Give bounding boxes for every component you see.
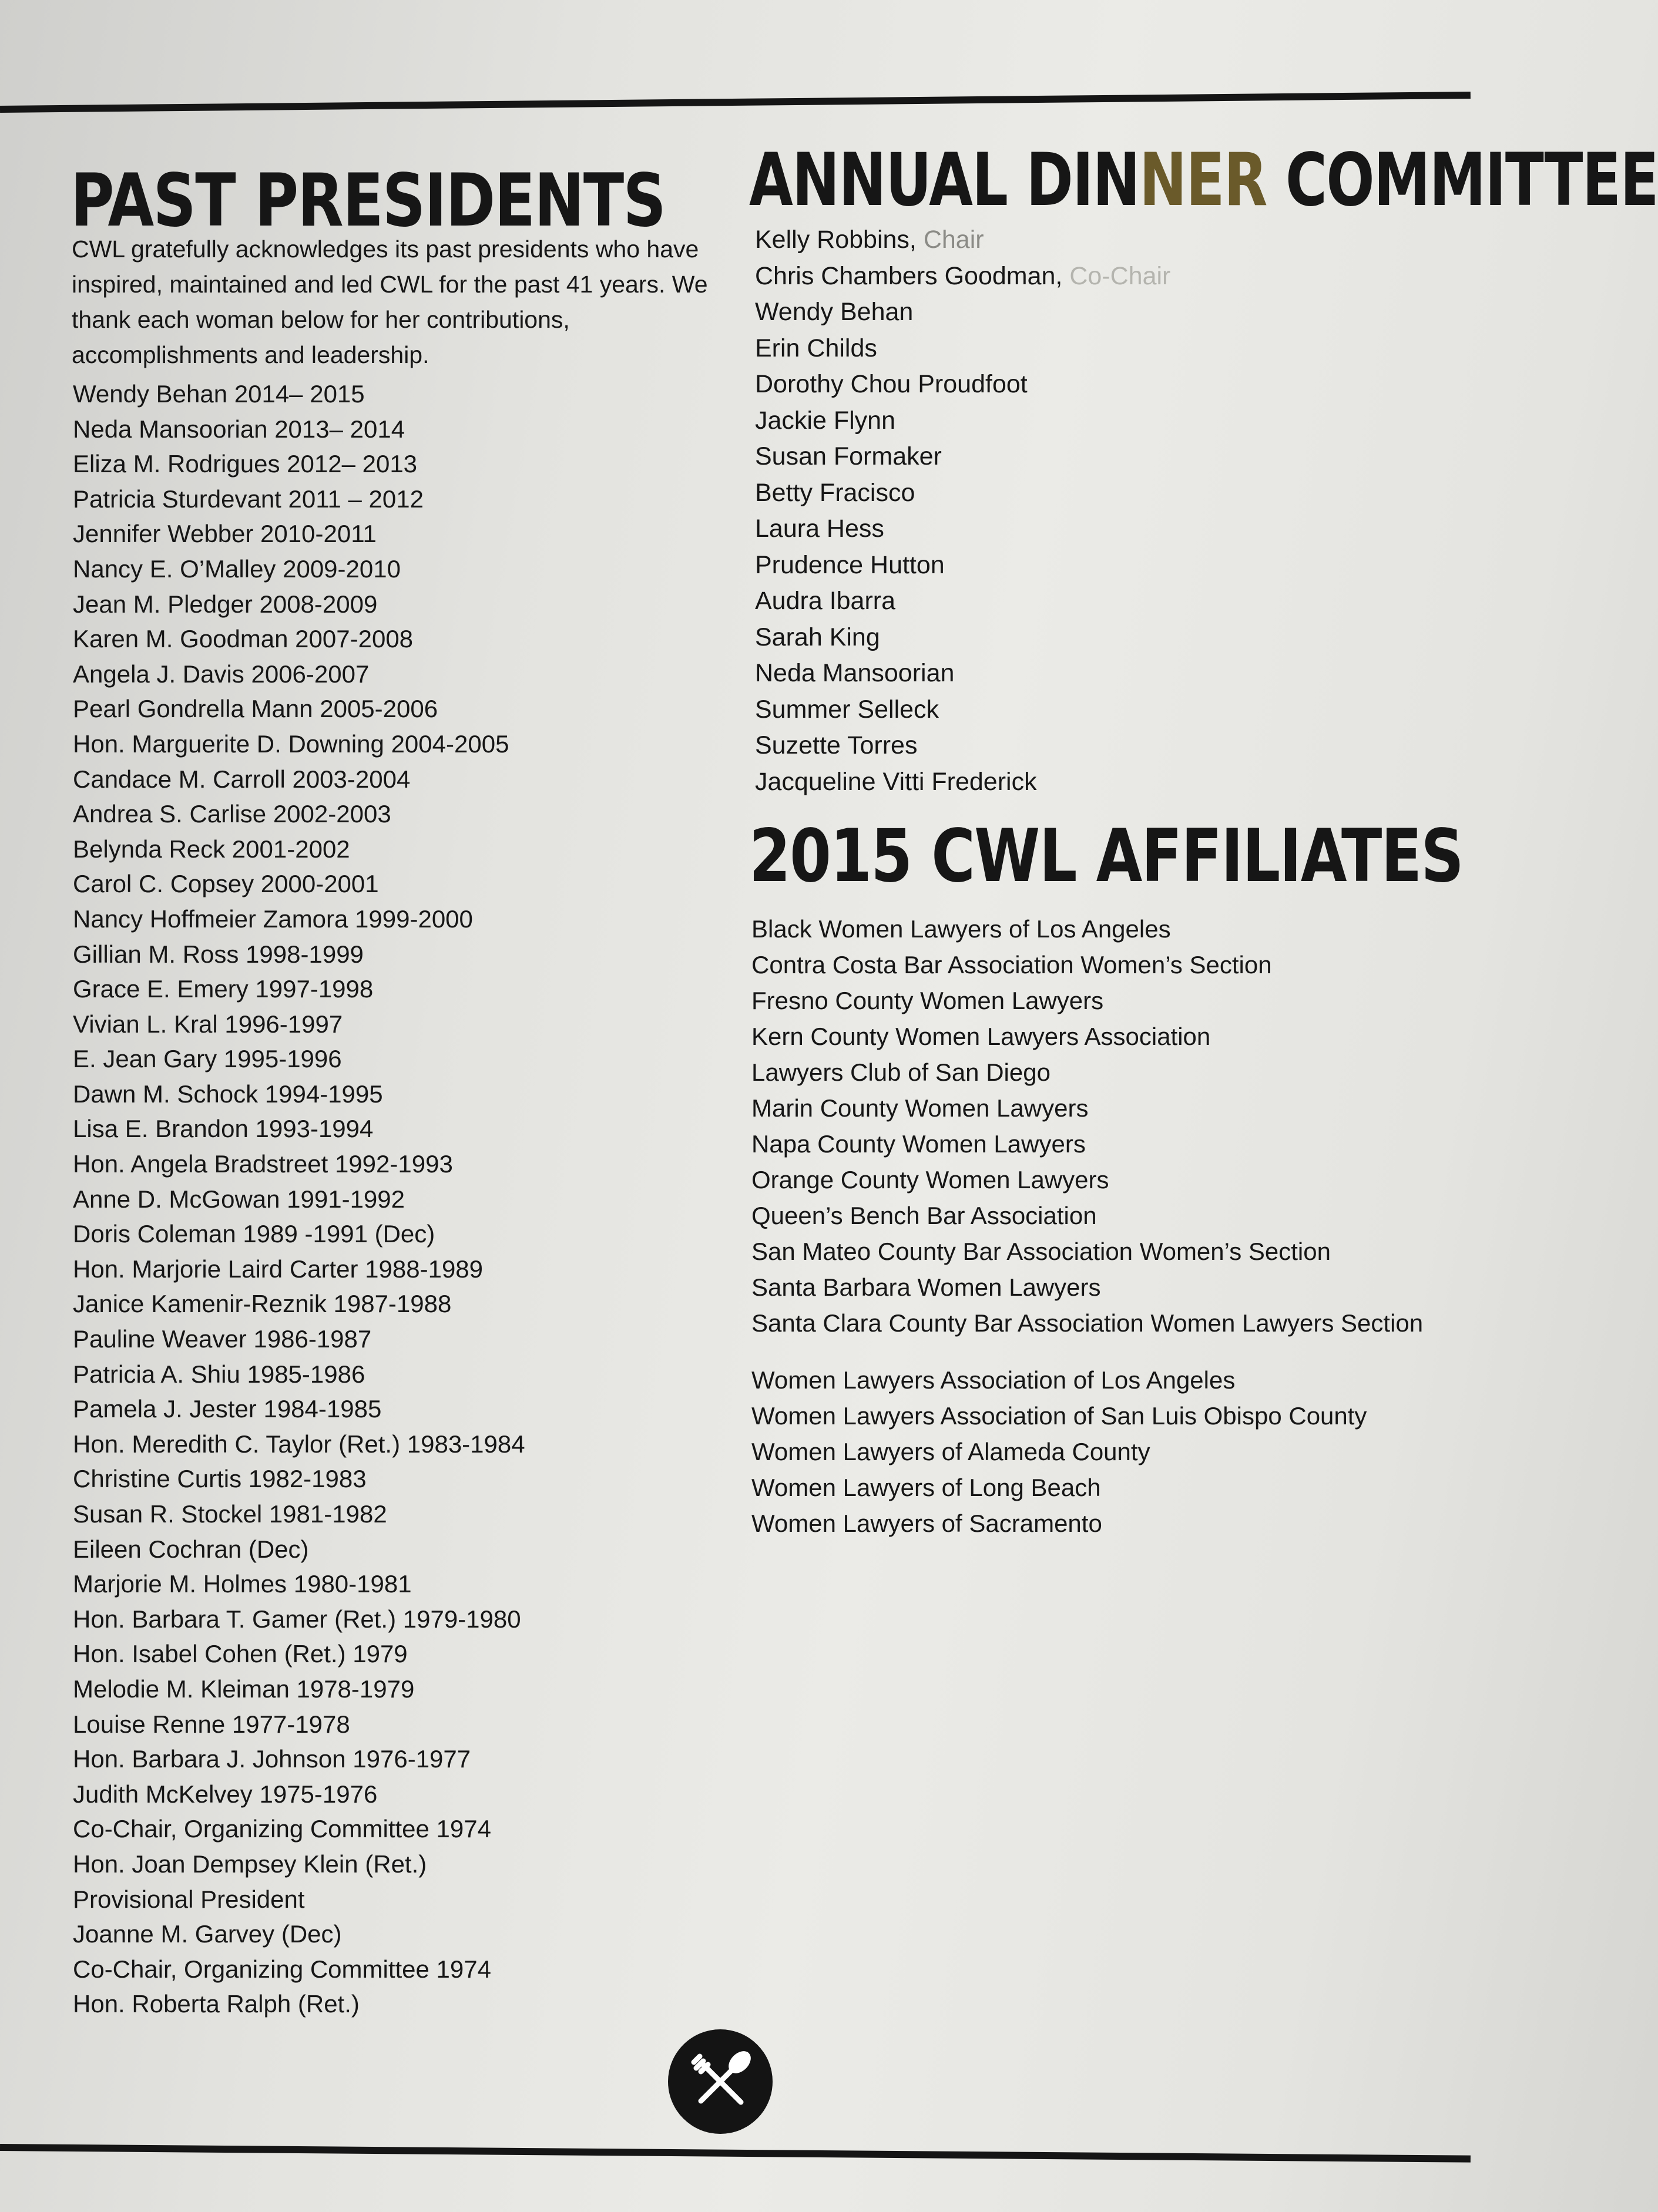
list-item: Women Lawyers Association of San Luis Obispo County <box>751 1402 1367 1430</box>
member-name: Jacqueline Vitti Frederick <box>755 767 1037 796</box>
list-item: Co-Chair, Organizing Committee 1974 <box>73 1815 491 1843</box>
affiliates-list <box>751 911 1427 1541</box>
list-item: Contra Costa Bar Association Women’s Section <box>751 951 1272 979</box>
list-item: Marin County Women Lawyers <box>751 1094 1089 1122</box>
list-item: Susan R. Stockel 1981-1982 <box>73 1500 387 1528</box>
member-name: Chris Chambers Goodman, <box>755 261 1063 290</box>
dinner-committee-list <box>755 222 1170 800</box>
list-item: Lawyers Club of San Diego <box>751 1058 1050 1086</box>
list-item: Louise Renne 1977-1978 <box>73 1710 350 1738</box>
list-item: Pearl Gondrella Mann 2005-2006 <box>73 695 438 723</box>
list-item: Napa County Women Lawyers <box>751 1130 1086 1158</box>
past-presidents-intro: CWL gratefully acknowledges its past presidents who have inspired, maintained and led CWL for the past 41 years. We thank each woman below for her contributions, accomplishments and leadership. <box>72 236 708 368</box>
list-item: Black Women Lawyers of Los Angeles <box>751 915 1171 943</box>
list-item <box>755 367 1170 403</box>
list-item: Grace E. Emery 1997-1998 <box>73 975 374 1003</box>
list-item: Nancy Hoffmeier Zamora 1999-2000 <box>73 905 473 933</box>
member-name: Summer Selleck <box>755 695 939 724</box>
list-item <box>755 692 1170 728</box>
list-item: Andrea S. Carlise 2002-2003 <box>73 800 391 828</box>
list-item <box>755 439 1170 475</box>
list-item <box>755 728 1170 764</box>
list-item <box>755 655 1170 692</box>
member-name: Wendy Behan <box>755 298 914 326</box>
list-item: Neda Mansoorian 2013– 2014 <box>73 415 405 443</box>
list-item: Hon. Marjorie Laird Carter 1988-1989 <box>73 1255 484 1283</box>
list-item <box>755 583 1170 620</box>
list-item: Hon. Marguerite D. Downing 2004-2005 <box>73 730 509 758</box>
member-name: Erin Childs <box>755 334 877 362</box>
list-item: Christine Curtis 1982-1983 <box>73 1465 367 1493</box>
list-item: Janice Kamenir-Reznik 1987-1988 <box>73 1290 452 1318</box>
list-item: Melodie M. Kleiman 1978-1979 <box>73 1675 415 1703</box>
list-item: Belynda Reck 2001-2002 <box>73 835 350 863</box>
list-item: Angela J. Davis 2006-2007 <box>73 660 370 688</box>
list-item: Hon. Barbara J. Johnson 1976-1977 <box>73 1745 471 1773</box>
list-item: Doris Coleman 1989 -1991 (Dec) <box>73 1220 435 1248</box>
list-item <box>755 403 1170 439</box>
list-item: San Mateo County Bar Association Women’s Section <box>751 1238 1331 1265</box>
list-item: Vivian L. Kral 1996-1997 <box>73 1010 343 1038</box>
list-item: Joanne M. Garvey (Dec) <box>73 1920 342 1948</box>
list-item: Pauline Weaver 1986-1987 <box>73 1325 372 1353</box>
list-item: Hon. Joan Dempsey Klein (Ret.) <box>73 1850 427 1878</box>
list-item: Patricia A. Shiu 1985-1986 <box>73 1360 365 1388</box>
member-name: Suzette Torres <box>755 731 918 759</box>
list-item: Fresno County Women Lawyers <box>751 987 1104 1014</box>
list-item: Anne D. McGowan 1991-1992 <box>73 1185 405 1213</box>
list-item <box>755 475 1170 512</box>
list-item: Queen’s Bench Bar Association <box>751 1202 1097 1229</box>
list-item: Santa Clara County Bar Association Women Lawyers Section <box>751 1309 1424 1337</box>
member-name: Jackie Flynn <box>755 406 895 435</box>
list-item: E. Jean Gary 1995-1996 <box>73 1045 342 1073</box>
list-item: Karen M. Goodman 2007-2008 <box>73 625 414 653</box>
list-item: Hon. Angela Bradstreet 1992-1993 <box>73 1150 453 1178</box>
list-item <box>755 620 1170 656</box>
list-item: Patricia Sturdevant 2011 – 2012 <box>73 485 424 513</box>
list-item: Women Lawyers of Alameda County <box>751 1438 1150 1465</box>
member-name: Audra Ibarra <box>755 587 896 615</box>
list-item: Nancy E. O’Malley 2009-2010 <box>73 554 401 583</box>
list-item: Eileen Cochran (Dec) <box>73 1535 309 1563</box>
member-name: Dorothy Chou Proudfoot <box>755 370 1028 398</box>
fork-and-spoon-icon <box>668 2029 773 2134</box>
list-item <box>755 294 1170 331</box>
bottom-rule <box>0 2144 1471 2163</box>
list-item: Hon. Roberta Ralph (Ret.) <box>73 1990 360 2018</box>
list-item: Women Lawyers of Sacramento <box>751 1510 1102 1537</box>
top-rule <box>0 92 1471 113</box>
past-presidents-title: PAST PRESIDENTS <box>71 159 666 243</box>
list-item: Gillian M. Ross 1998-1999 <box>73 940 364 968</box>
member-name: Neda Mansoorian <box>755 659 955 687</box>
list-item <box>755 331 1170 367</box>
member-name: Prudence Hutton <box>755 550 945 579</box>
list-item: Judith McKelvey 1975-1976 <box>73 1780 378 1808</box>
list-item: Wendy Behan 2014– 2015 <box>73 380 365 408</box>
member-name: Kelly Robbins, <box>755 226 917 254</box>
list-item: Provisional President <box>73 1885 305 1913</box>
dinner-title-part3: COMMITTEE <box>1266 138 1658 223</box>
list-item: Women Lawyers of Long Beach <box>751 1474 1101 1501</box>
list-item: Candace M. Carroll 2003-2004 <box>73 765 411 793</box>
list-item: Kern County Women Lawyers Association <box>751 1023 1211 1050</box>
list-item: Santa Barbara Women Lawyers <box>751 1273 1101 1301</box>
list-item <box>755 547 1170 584</box>
list-item: Pamela J. Jester 1984-1985 <box>73 1395 382 1423</box>
list-item <box>755 764 1170 801</box>
member-role: Chair <box>916 226 984 254</box>
list-item: Hon. Isabel Cohen (Ret.) 1979 <box>73 1640 408 1668</box>
list-item: Lisa E. Brandon 1993-1994 <box>73 1115 374 1143</box>
member-name: Sarah King <box>755 623 880 651</box>
list-item: Hon. Meredith C. Taylor (Ret.) 1983-1984 <box>73 1430 525 1458</box>
list-item: Co-Chair, Organizing Committee 1974 <box>73 1955 491 1983</box>
member-name: Susan Formaker <box>755 442 942 470</box>
list-item <box>755 258 1170 295</box>
annual-dinner-committee-title <box>749 139 1658 221</box>
affiliates-title: 2015 CWL AFFILIATES <box>749 814 1464 899</box>
list-item <box>755 511 1170 547</box>
list-item: Jennifer Webber 2010-2011 <box>73 520 377 548</box>
list-item: Orange County Women Lawyers <box>751 1166 1109 1194</box>
list-item: Marjorie M. Holmes 1980-1981 <box>73 1570 412 1598</box>
list-item: Eliza M. Rodrigues 2012– 2013 <box>73 450 418 478</box>
list-item: Jean M. Pledger 2008-2009 <box>73 590 378 618</box>
list-item <box>755 222 1170 258</box>
past-presidents-list <box>73 376 525 2022</box>
dinner-title-part2: NER <box>1139 138 1267 223</box>
member-name: Betty Fracisco <box>755 478 915 507</box>
list-item: Carol C. Copsey 2000-2001 <box>73 870 379 898</box>
list-item: Hon. Barbara T. Gamer (Ret.) 1979-1980 <box>73 1605 521 1633</box>
dinner-title-part1: ANNUAL DIN <box>749 138 1140 223</box>
list-item: Women Lawyers Association of Los Angeles <box>751 1366 1236 1394</box>
member-name: Laura Hess <box>755 515 884 543</box>
list-item: Dawn M. Schock 1994-1995 <box>73 1080 383 1108</box>
member-role: Co-Chair <box>1062 261 1171 290</box>
